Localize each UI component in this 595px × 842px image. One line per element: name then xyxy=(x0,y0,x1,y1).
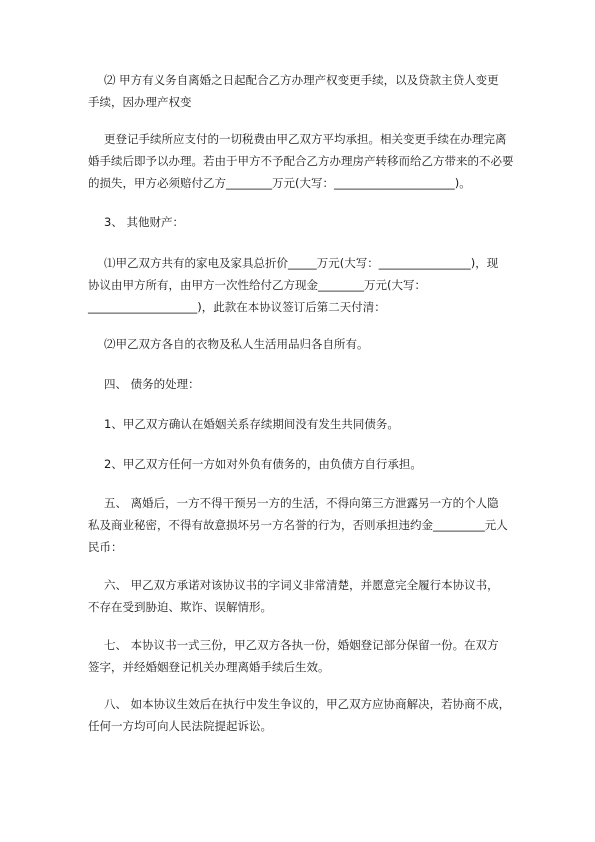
text-line: 七、 本协议书一式三份，甲乙双方各执一份，婚姻登记部分保留一份。在双方 xyxy=(104,638,499,652)
paragraph-copies-effectiveness xyxy=(88,634,520,678)
paragraph-appliances-furniture xyxy=(88,252,520,318)
text-line: 四、 债务的处理： xyxy=(104,377,200,391)
text-line: 手续，因办理产权变 xyxy=(88,95,192,109)
text-line: ⑵甲乙双方各自的衣物及私人生活用品归各自所有。 xyxy=(104,337,369,351)
text-line: 的损失，甲方必须赔付乙方________万元(大写：_____________________)。 xyxy=(88,176,471,190)
text-line: 民币： xyxy=(88,540,123,554)
heading-other-property xyxy=(88,211,520,233)
paragraph-no-joint-debt xyxy=(88,413,520,435)
text-line: 任何一方均可向人民法院提起诉讼。 xyxy=(88,719,272,733)
text-line: 协议由甲方所有，由甲方一次性给付乙方现金________万元(大写： xyxy=(88,278,426,292)
text-line: 不存在受到胁迫、欺诈、误解情形。 xyxy=(88,600,272,614)
paragraph-individual-debt xyxy=(88,453,520,475)
text-line: 更登记手续所应支付的一切税费由甲乙双方平均承担。相关变更手续在办理完离 xyxy=(104,132,507,146)
text-line: 3、 其他财产： xyxy=(104,215,184,229)
text-line: ⑵ 甲方有义务自离婚之日起配合乙方办理产权变更手续，以及贷款主贷人变更 xyxy=(104,73,499,87)
paragraph-tax-and-compensation xyxy=(88,128,520,194)
text-line: ⑴甲乙双方共有的家电及家具总折价_____万元(大写：________________)，现 xyxy=(104,256,499,270)
text-line: 签字，并经婚姻登记机关办理离婚手续后生效。 xyxy=(88,660,330,674)
paragraph-post-divorce-privacy xyxy=(88,492,520,558)
text-line: 2、甲乙双方任何一方如对外负有债务的，由负债方自行承担。 xyxy=(104,457,422,471)
text-line: 私及商业秘密，不得有故意损坏另一方名誉的行为，否则承担违约金_________元人 xyxy=(88,518,508,532)
text-line: 八、 如本协议生效后在执行中发生争议的，甲乙双方应协商解决，若协商不成， xyxy=(104,697,511,711)
paragraph-property-transfer-obligation xyxy=(88,69,520,113)
text-line: 六、 甲乙双方承诺对该协议书的字词义非常清楚，并愿意完全履行本协议书， xyxy=(104,578,499,592)
paragraph-understanding-commitment xyxy=(88,574,520,618)
paragraph-personal-items xyxy=(88,333,520,355)
paragraph-dispute-resolution xyxy=(88,693,520,737)
text-line: 五、 离婚后，一方不得干预另一方的生活，不得向第三方泄露另一方的个人隐 xyxy=(104,496,499,510)
text-line: 1、甲乙双方确认在婚姻关系存续期间没有发生共同债务。 xyxy=(104,417,399,431)
text-line: 婚手续后即予以办理。若由于甲方不予配合乙方办理房产转移而给乙方带来的不必要 xyxy=(88,154,514,168)
text-line: ___________________)，此款在本协议签订后第二天付清： xyxy=(88,300,386,314)
heading-debt-handling xyxy=(88,373,520,395)
